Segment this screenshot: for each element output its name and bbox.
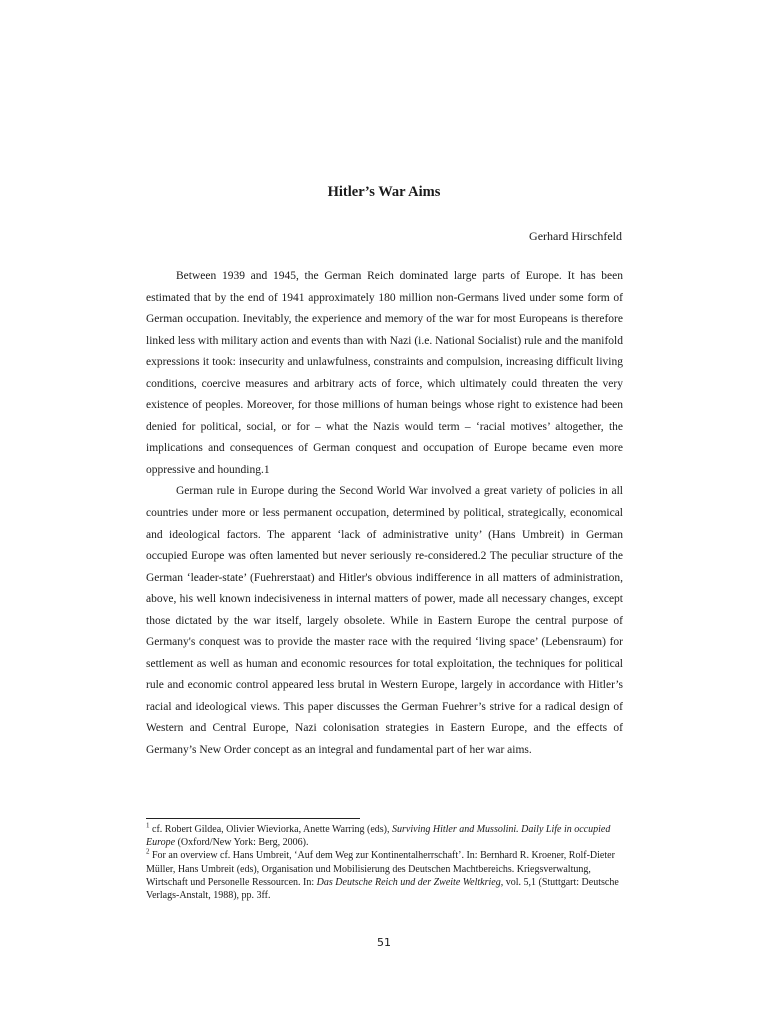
footnote-text: , vol. 5,1 (Stuttgart: Deutsche Verlags-Anstalt, 1988), pp. 3ff. (146, 876, 619, 902)
footnote (146, 823, 623, 849)
footnote (146, 849, 623, 902)
paragraph: Between 1939 and 1945, the German Reich dominated large parts of Europe. It has been estimated that by the end of 1941 approximately 180 million non-Germans lived under some form of German occupation. Inevitably, the experience and memory of the war for most Europeans is therefore linked less with military action and events than with Nazi (i.e. National Socialist) rule and the manifold expressions it took: insecurity and unlawfulness, constraints and compulsion, increasing difficult living conditions, coercive measures and arbitrary acts of force, which ultimately could threaten the very existence of peoples. Moreover, for those millions of human beings whose right to existence had been denied for political, social, or for – what the Nazis would term – ‘racial motives’ altogether, the implications and consequences of German conquest and occupation of Europe became even more oppressive and hounding.1 (146, 270, 623, 476)
body-text (146, 266, 623, 762)
footnote-text: For an overview cf. Hans Umbreit, ‘Auf dem Weg zur Kontinentalherrschaft’. In: Bernhard R. Kroener, Rolf-Dieter Müller, Hans Umbreit (eds), Organisation und Mobilisierung des Deutschen Machtbereichs. Kriegsverwaltung, Wirtschaft und Personelle Ressourcen. In: (146, 850, 615, 888)
footnote-text: cf. Robert Gildea, Olivier Wieviorka, Anette Warring (eds), (149, 824, 393, 835)
footnote-divider (146, 818, 360, 819)
footnote-number: 1 (146, 821, 150, 830)
author-name: Gerhard Hirschfeld (529, 229, 622, 243)
footnotes (146, 823, 623, 902)
footnote-italic-title: Surviving Hitler and Mussolini. Daily Life in occupied Europe (146, 824, 611, 849)
footnote-text: (Oxford/New York: Berg, 2006). (175, 837, 309, 849)
paragraph: German rule in Europe during the Second World War involved a great variety of policies in all countries under more or less permanent occupation, determined by political, strategically, economical and ideological factors. The apparent ‘lack of administrative unity’ (Hans Umbreit) in German occupied Europe was often lamented but never seriously re-considered.2 The peculiar structure of the German ‘leader-state’ (Fuehrerstaat) and Hitler's obvious indifference in all matters of administration, above, his well known indecisiveness in internal matters of power, made all necessary changes, except those dictated by the war itself, largely obsolete. While in Eastern Europe the central purpose of Germany's conquest was to provide the master race with the required ‘living space’ (Lebensraum) for settlement as well as human and economic resources for total exploitation, the techniques for political rule and economic control appeared less brutal in Western Europe, largely in accordance with Hitler’s racial and ideological views. This paper discusses the German Fuehrer’s strive for a radical design of Western and Central Europe, Nazi colonisation strategies in Eastern Europe, and the effects of Germany’s New Order concept as an integral and fundamental part of her war aims. (146, 485, 623, 757)
footnote-italic-title: Das Deutsche Reich und der Zweite Weltkrieg (316, 876, 501, 888)
page-title: Hitler’s War Aims (327, 184, 441, 200)
footnote-number: 2 (146, 848, 150, 857)
page-number: 51 (377, 936, 391, 949)
